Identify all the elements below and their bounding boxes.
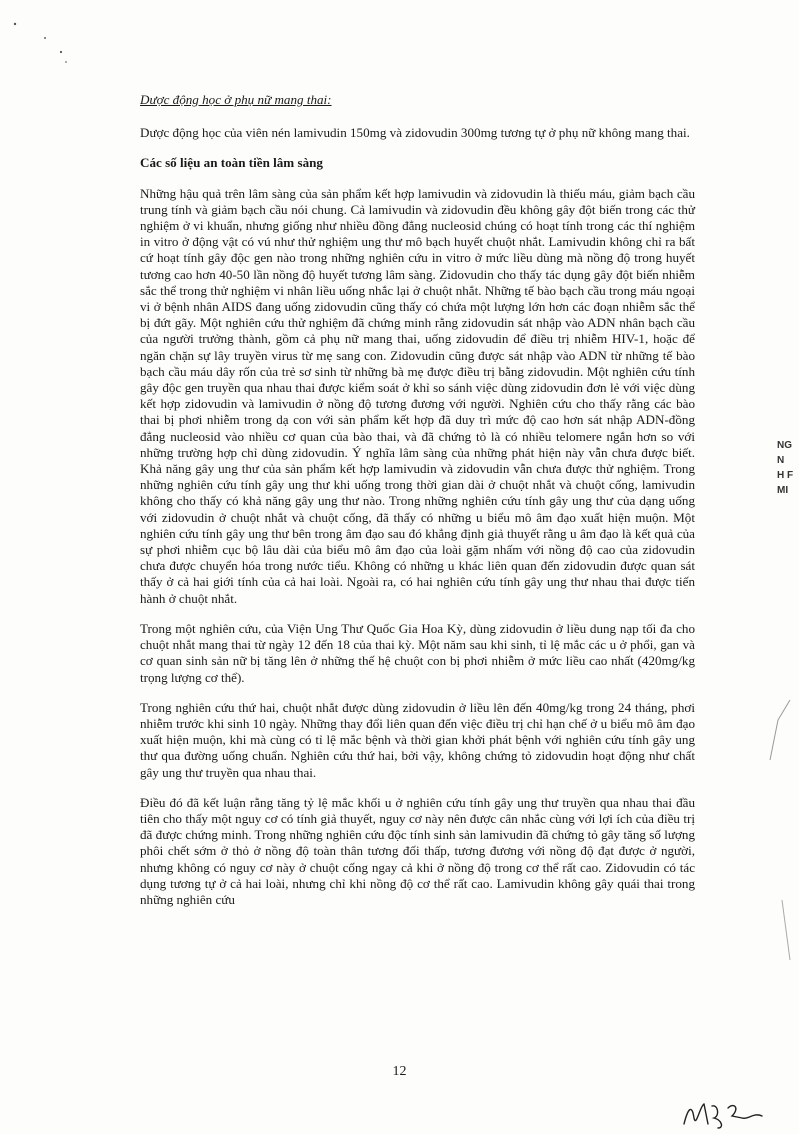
document-body (140, 92, 695, 922)
paragraph: Những hậu quả trên lâm sàng của sản phẩm kết hợp lamivudin và zidovudin là thiếu máu, giảm bạch cầu trung tính và giảm bạch cầu nói chung. Cả lamivudin và zidovudin đều không gây đột biến trong các thử nghiệm ở vi khuẩn, nhưng giống như nhiều đồng đẳng nucleosid chúng có hoạt tính trong các thí nghiệm in vitro ở động vật có vú như thử nghiệm ung thư mô bạch huyết chuột nhắt. Lamivudin không chỉ ra bất cứ hoạt tính gây độc gen nào trong những nghiên cứu in vitro ở mức liều dùng mà nồng độ trong huyết tương cao hơn 40-50 lần nồng độ huyết tương lâm sàng. Zidovudin cho thấy tác dụng gây đột biến nhiễm sắc thể trong thử nghiệm vi nhân liều uống nhắc lại ở chuột nhắt. Những tế bào bạch cầu trong máu ngoại vi ở bệnh nhân AIDS đang uống zidovudin cũng thấy có chứa một lượng lớn hơn các đoạn nhiễm sắc thể bị đứt gãy. Một nghiên cứu thử nghiệm đã chứng minh rằng zidovudin sát nhập vào ADN nhân bạch cầu của người trưởng thành, gồm cả phụ nữ mang thai, uống zidovudin để điều trị nhiễm HIV-1, hoặc để ngăn chặn sự lây truyền virus từ mẹ sang con. Zidovudin cũng được sát nhập vào ADN từ những tế bào bạch cầu máu dây rốn của trẻ sơ sinh từ những bà mẹ được điều trị bằng zidovudin. Một nghiên cứu tính gây độc gen truyền qua nhau thai được kiểm soát ở khỉ so sánh việc dùng zidovudin đơn lẻ với việc dùng kết hợp zidovudin và lamivudin ở nồng độ tương đương với người. Nghiên cứu cho thấy rằng các bào thai bị phơi nhiễm trong dạ con với sản phẩm kết hợp đã duy trì mức độ cao hơn sát nhập ADN-đồng đẳng nucleosid vào nhiều cơ quan của bào thai, và đã chứng tỏ là có nhiều telomere ngắn hơn so với những trường hợp chỉ dùng zidovudin. Ý nghĩa lâm sàng của những phát hiện này vẫn chưa được biết. Khả năng gây ung thư của sản phẩm kết hợp lamivudin và zidovudin vẫn chưa được thử nghiệm. Trong những nghiên cứu tính gây ung thư khi uống trong thời gian dài ở chuột nhắt và chuột cống, lamivudin không cho thấy có khả năng gây ung thư nào. Trong những nghiên cứu tính gây ung thư của dạng uống với zidovudin ở chuột nhắt và chuột cống, đã thấy có những u biểu mô âm đạo xuất hiện muộn. Một nghiên cứu tính gây ung thư bên trong âm đạo sau đó khẳng định giả thuyết rằng u âm đạo là kết quả của sự phơi nhiễm cục bộ lâu dài của biểu mô âm đạo của loài gặm nhấm với nồng độ cao của zidovudin chưa được chuyển hóa trong nước tiểu. Không có những u khác liên quan đến zidovudin được quan sát thấy ở cả hai giới tính của cả hai loài. Ngoài ra, có hai nghiên cứu tính gây ung thư nhau thai được tiến hành ở chuột nhắt. (140, 185, 695, 606)
sub-heading: Dược động học ở phụ nữ mang thai: (140, 92, 332, 107)
margin-scan-line: H F (777, 470, 794, 481)
margin-scan-line: N (777, 455, 785, 466)
page-number: 12 (392, 1064, 407, 1079)
section-title: Các số liệu an toàn tiền lâm sàng (140, 155, 323, 171)
margin-scan-line: NG (777, 440, 792, 451)
paragraph: Dược động học của viên nén lamivudin 150mg và zidovudin 300mg tương tự ở phụ nữ không mang thai. (140, 125, 690, 141)
paragraph: Trong một nghiên cứu, của Viện Ung Thư Quốc Gia Hoa Kỳ, dùng zidovudin ở liều dung nạp tối đa cho chuột nhắt mang thai từ ngày 12 đến 18 của thai kỳ. Một năm sau khi sinh, tỉ lệ mắc các u ở phổi, gan và cơ quan sinh sản nữ bị tăng lên ở những thế hệ chuột con bị phơi nhiễm ở mức liều cao nhất (420mg/kg trọng lượng cơ thể). (140, 620, 695, 685)
margin-scan-line: MI (777, 485, 789, 496)
paragraph: Điều đó đã kết luận rằng tăng tỷ lệ mắc khối u ở nghiên cứu tính gây ung thư truyền qua nhau thai đầu tiên cho thấy một nguy cơ có tính giả thuyết, nguy cơ này nên được cân nhắc cùng với lợi ích của điều trị đã được chứng minh. Trong những nghiên cứu độc tính sinh sản lamivudin đã chứng tỏ gây tăng số lượng phôi chết sớm ở thỏ ở nồng độ toàn thân tương đối thấp, tương đương với nồng độ đạt được ở người, nhưng không có nguy cơ này ở chuột cống ngay cả khi ở nồng độ trong cơ thể rất cao. Zidovudin có tác dụng tương tự ở cả hai loài, nhưng chỉ khi nồng độ cơ thể rất cao. Lamivudin không gây quái thai trong những nghiên cứu (140, 794, 695, 907)
handwritten-signature (678, 1098, 768, 1132)
margin-scan-text (777, 438, 799, 598)
paragraph: Trong nghiên cứu thứ hai, chuột nhắt được dùng zidovudin ở liều lên đến 40mg/kg trong 24 tháng, phơi nhiễm trước khi sinh 10 ngày. Những thay đổi liên quan đến việc điều trị chỉ hạn chế ở u biểu mô âm đạo xuất hiện muộn, khi mà cùng có tỉ lệ mắc bệnh và thời gian khởi phát bệnh với nghiên cứu tính gây ung thư qua đường uống chuẩn. Nghiên cứu thứ hai, bởi vậy, không chứng tỏ zidovudin hoạt động như chất gây ung thư truyền qua nhau thai. (140, 699, 695, 780)
